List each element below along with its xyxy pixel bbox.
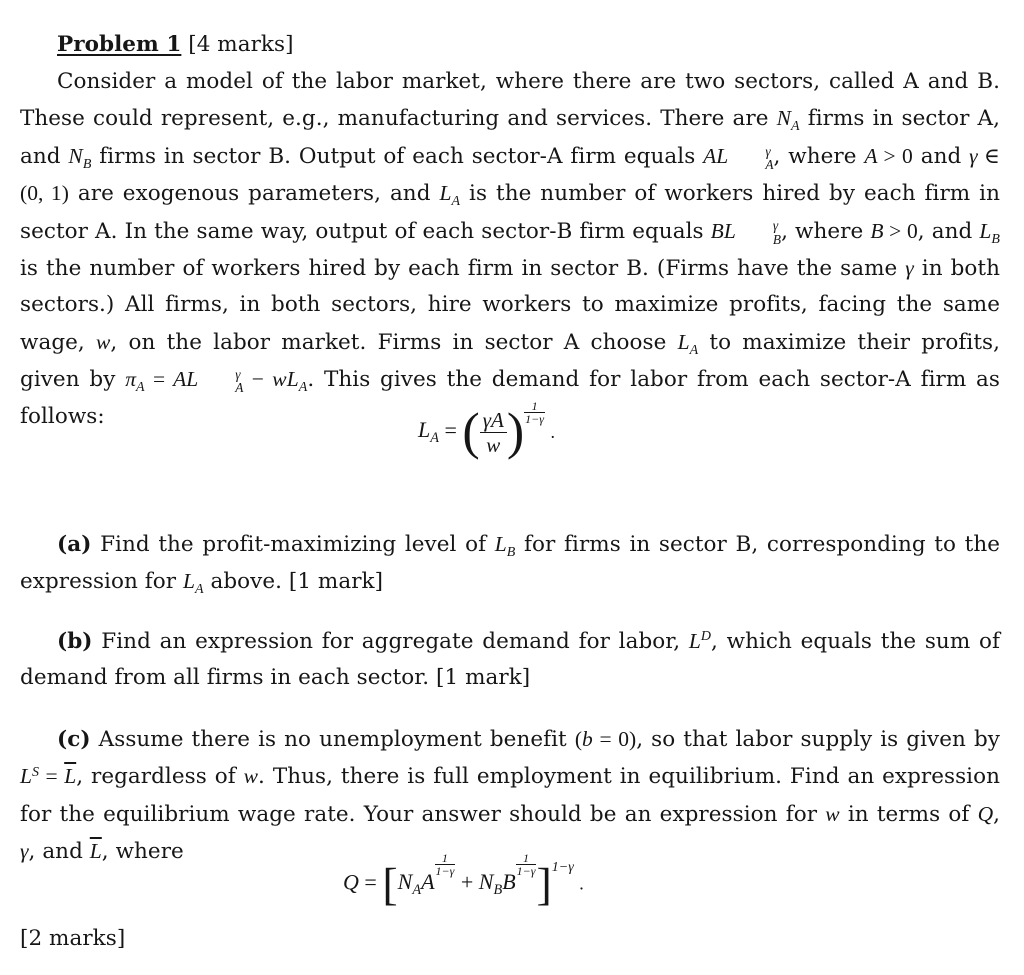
part-a-label: (a) bbox=[57, 532, 92, 557]
part-c-marks: [2 marks] bbox=[20, 926, 126, 951]
problem-heading bbox=[20, 27, 1000, 63]
q-definition-equation: $Q = [N_AA$ $\frac{1}{1-\gamma}$ + $N_BB$ $\frac{1}{1-\gamma}$ ]$^{1-\gamma}$ . bbox=[343, 851, 584, 910]
part-b: (b) Find an expression for aggregate demand for labor, $L^D$, which equals the sum of demand from all firms in each sector. [1 mark] bbox=[20, 629, 1001, 691]
part-a: (a) Find the profit-maximizing level of $L_B$ for firms in sector B, corresponding to the expression for $L_A$ above. [1 mark] bbox=[20, 532, 1000, 598]
part-c: (c) Assume there is no unemployment benefit (b = 0), so that labor supply is given by $L^S = \overline{L}$, regardless of w. Thus, there is full employment in equilibrium. Find an expression for the equilibrium wage rate. Your answer should be an expression for w in terms of Q, γ, and $\overline{L}$, where bbox=[20, 727, 1001, 865]
part-c-label: (c) bbox=[57, 727, 91, 752]
problem-marks: [4 marks] bbox=[188, 32, 294, 57]
part-c-marks-line bbox=[20, 921, 1000, 957]
part-b-label: (b) bbox=[57, 629, 93, 654]
problem-title: Problem 1 bbox=[57, 32, 182, 57]
part-b-marks: [1 mark] bbox=[436, 665, 531, 691]
intro-paragraph: Consider a model of the labor market, where there are two sectors, called A and B. These could represent, e.g., manufacturing and services. There are $N_A$ firms in sector A, and $N_B$ firms in sector B. Output of each sector-A firm equals AL γ A , where A > 0 and γ ∈ (0, 1) are exogenous parameters, and $L_A$ is the number of workers hired by each firm in sector A. In the same way, output of each sector-B firm equals BL γ B , where B > 0, and $L_B$ is the number of workers hired by each firm in sector B. (Firms have the same γ in both sectors.) All firms, in both sectors, hire workers to maximize profits, facing the same wage, w, on the labor market. Firms in sector A choose $L_A$ to maximize their profits, given by $\pi_A$ = AL γ A − $wL_A$. This gives the demand for labor from each sector-A firm as follows: bbox=[20, 69, 1001, 429]
part-a-marks: [1 mark] bbox=[288, 569, 384, 595]
labor-demand-equation: $L_A$ = ( $\frac{\gamma A}{w}$ ) $\frac{1}{1-\gamma}$ . bbox=[418, 399, 555, 461]
